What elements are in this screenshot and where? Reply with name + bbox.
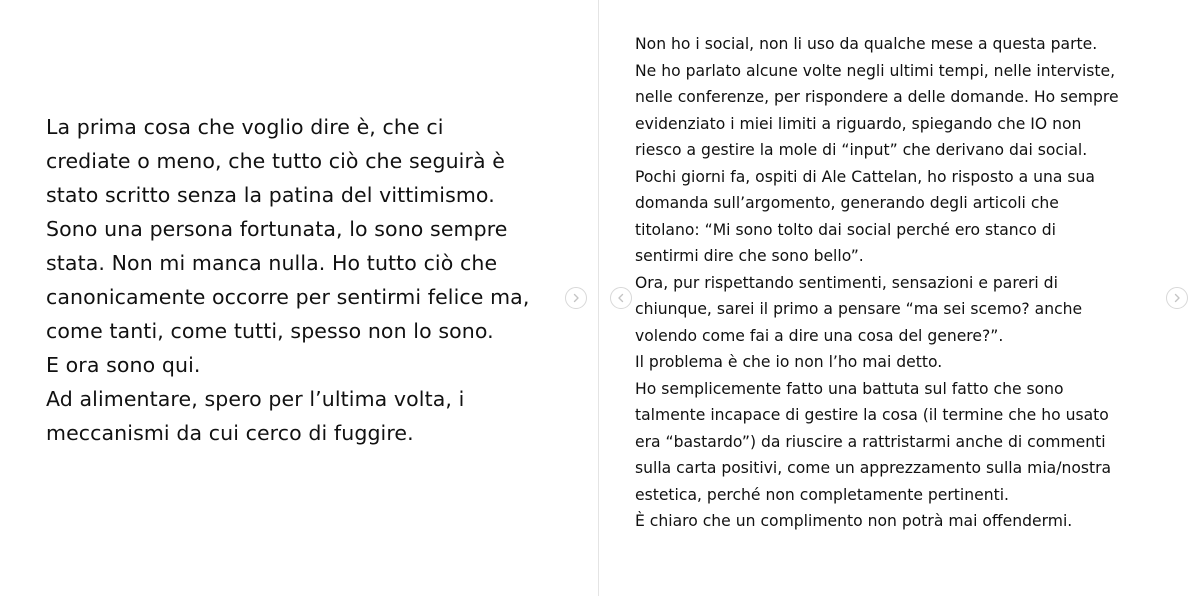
text-line: sulla carta positivi, come un apprezzamento sulla mia/nostra bbox=[635, 459, 1112, 477]
text-line: domanda sull’argomento, generando degli articoli che bbox=[635, 194, 1059, 212]
slide-1-next-button[interactable] bbox=[565, 287, 587, 309]
text-line: chiunque, sarei il primo a pensare “ma sei scemo? anche bbox=[635, 300, 1083, 318]
text-line: titolano: “Mi sono tolto dai social perché ero stanco di bbox=[635, 220, 1056, 239]
text-line: Il problema è che io non l’ho mai detto. bbox=[635, 353, 943, 371]
text-line: come tanti, come tutti, spesso non lo sono. bbox=[46, 319, 494, 343]
slide-2-prev-button[interactable] bbox=[610, 287, 632, 309]
text-line: stata. Non mi manca nulla. Ho tutto ciò che bbox=[46, 251, 498, 275]
text-line: nelle conferenze, per rispondere a delle domande. Ho sempre bbox=[635, 88, 1119, 106]
text-line: Non ho i social, non li uso da qualche mese a questa parte. bbox=[635, 35, 1098, 53]
text-line: volendo come fai a dire una cosa del genere?”. bbox=[635, 326, 1004, 345]
text-line: talmente incapace di gestire la cosa (il termine che ho usato bbox=[635, 406, 1109, 424]
text-line: crediate o meno, che tutto ciò che seguirà è bbox=[46, 149, 505, 173]
text-line: E ora sono qui. bbox=[46, 353, 201, 377]
chevron-left-icon bbox=[616, 293, 626, 303]
text-line: Sono una persona fortunata, lo sono sempre bbox=[46, 217, 508, 241]
text-line: Ad alimentare, spero per l’ultima volta, i bbox=[46, 387, 465, 411]
slide-2-next-button[interactable] bbox=[1166, 287, 1188, 309]
text-line: canonicamente occorre per sentirmi felice ma, bbox=[46, 285, 530, 309]
text-line: Ho semplicemente fatto una battuta sul fatto che sono bbox=[635, 379, 1064, 398]
slide-1-text bbox=[46, 110, 586, 450]
text-line: La prima cosa che voglio dire è, che ci bbox=[46, 115, 444, 139]
text-line: estetica, perché non completamente pertinenti. bbox=[635, 485, 1009, 504]
text-line: riesco a gestire la mole di “input” che derivano dai social. bbox=[635, 141, 1088, 159]
chevron-right-icon bbox=[1172, 293, 1182, 303]
text-line: evidenziato i miei limiti a riguardo, spiegando che IO non bbox=[635, 114, 1082, 133]
text-line: Ne ho parlato alcune volte negli ultimi tempi, nelle interviste, bbox=[635, 61, 1116, 80]
slide-2-text bbox=[635, 31, 1195, 535]
text-line: Ora, pur rispettando sentimenti, sensazioni e pareri di bbox=[635, 273, 1058, 292]
text-line: meccanismi da cui cerco di fuggire. bbox=[46, 421, 414, 445]
text-line: stato scritto senza la patina del vittimismo. bbox=[46, 183, 495, 207]
slide-2 bbox=[599, 0, 1200, 596]
chevron-right-icon bbox=[571, 293, 581, 303]
text-line: sentirmi dire che sono bello”. bbox=[635, 247, 864, 265]
text-line: Pochi giorni fa, ospiti di Ale Cattelan, ho risposto a una sua bbox=[635, 167, 1095, 186]
slide-1 bbox=[0, 0, 598, 596]
text-line: era “bastardo”) da riuscire a rattristarmi anche di commenti bbox=[635, 432, 1106, 451]
text-line: È chiaro che un complimento non potrà mai offendermi. bbox=[635, 512, 1073, 530]
